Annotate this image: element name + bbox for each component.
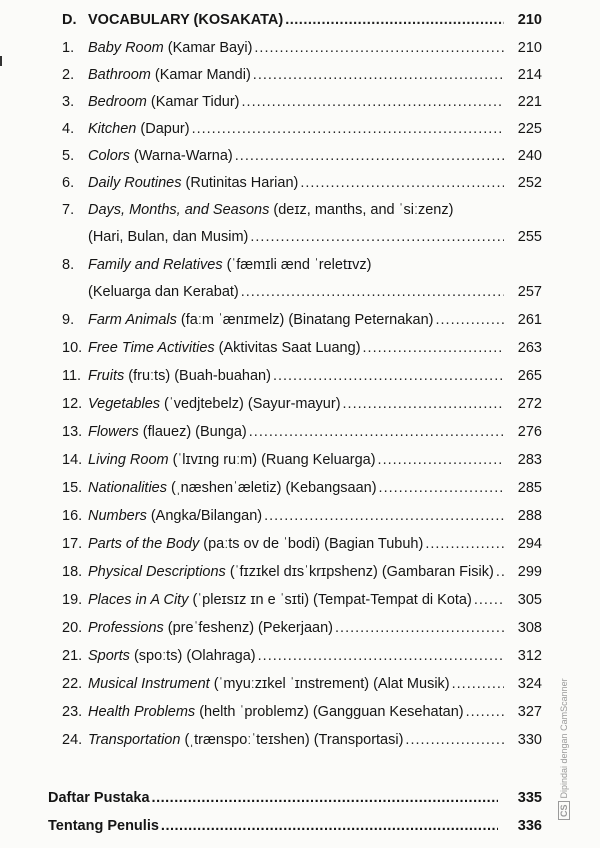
leader-dots xyxy=(405,732,504,748)
leader-dots xyxy=(474,592,504,608)
leader-dots xyxy=(285,12,504,28)
leader-dots xyxy=(242,94,504,110)
toc-entry xyxy=(62,340,542,364)
entry-title: Places in A City (ˈpleɪsɪz ɪn e ˈsɪti) (Tempat-Tempat di Kota) xyxy=(88,592,472,608)
scanner-watermark xyxy=(558,678,570,820)
entry-number: 6. xyxy=(62,175,75,191)
entry-page: 294 xyxy=(517,536,542,552)
entry-page: 299 xyxy=(517,564,542,580)
toc-entry xyxy=(62,592,542,616)
toc-entry xyxy=(62,704,542,728)
entry-title: Days, Months, and Seasons (deɪz, manths, and ˈsiːzenz) xyxy=(88,202,454,218)
leader-dots xyxy=(335,620,504,636)
toc-entry xyxy=(62,257,542,279)
entry-page: 225 xyxy=(517,121,542,137)
toc-entry-bibliography xyxy=(48,790,542,814)
entry-page: 336 xyxy=(517,818,542,834)
entry-title: Parts of the Body (paːts ov de ˈbodi) (Bagian Tubuh) xyxy=(88,536,424,552)
leader-dots xyxy=(254,40,504,56)
entry-page: 265 xyxy=(517,368,542,384)
entry-page: 261 xyxy=(517,312,542,328)
entry-page: 330 xyxy=(517,732,542,748)
toc-entry xyxy=(62,648,542,672)
entry-title: Kitchen (Dapur) xyxy=(88,121,190,137)
entry-page: 257 xyxy=(517,284,542,300)
entry-title-continued: (Keluarga dan Kerabat) xyxy=(88,284,239,300)
leader-dots xyxy=(452,676,504,692)
entry-page: 252 xyxy=(517,175,542,191)
leader-dots xyxy=(264,508,504,524)
entry-page: 335 xyxy=(517,790,542,806)
toc-entry xyxy=(62,175,542,199)
toc-entry-author xyxy=(48,818,542,842)
toc-entry xyxy=(62,396,542,420)
entry-title: Free Time Activities (Aktivitas Saat Luang) xyxy=(88,340,361,356)
toc-entry xyxy=(62,564,542,588)
entry-page: 255 xyxy=(517,229,542,245)
leader-dots xyxy=(466,704,504,720)
toc-entry xyxy=(62,536,542,560)
entry-title: Family and Relatives (ˈfæmɪli ænd ˈreletɪvz) xyxy=(88,257,372,273)
entry-number: 1. xyxy=(62,40,75,56)
toc-entry xyxy=(62,121,542,145)
entry-page: 240 xyxy=(517,148,542,164)
section-heading xyxy=(62,12,542,36)
watermark-text: Dipindai dengan CamScanner xyxy=(559,678,569,799)
entry-number: 24. xyxy=(62,732,83,748)
entry-page: 308 xyxy=(517,620,542,636)
entry-title: Numbers (Angka/Bilangan) xyxy=(88,508,263,524)
leader-dots xyxy=(253,67,504,83)
leader-dots xyxy=(161,818,498,834)
toc-entry-continuation xyxy=(62,229,542,253)
entry-title: Bathroom (Kamar Mandi) xyxy=(88,67,251,83)
entry-page: 272 xyxy=(517,396,542,412)
entry-title: Colors (Warna-Warna) xyxy=(88,148,233,164)
entry-page: 221 xyxy=(517,94,542,110)
entry-title: Sports (spoːts) (Olahraga) xyxy=(88,648,256,664)
entry-page: 288 xyxy=(517,508,542,524)
leader-dots xyxy=(258,648,504,664)
leader-dots xyxy=(436,312,505,328)
entry-number: 18. xyxy=(62,564,83,580)
entry-title: Fruits (fruːts) (Buah-buahan) xyxy=(88,368,271,384)
toc-entry xyxy=(62,508,542,532)
entry-page: 285 xyxy=(517,480,542,496)
entry-number: 22. xyxy=(62,676,83,692)
entry-number: 23. xyxy=(62,704,83,720)
entry-title: Bedroom (Kamar Tidur) xyxy=(88,94,240,110)
entry-number: 8. xyxy=(62,257,75,273)
entry-title: Daily Routines (Rutinitas Harian) xyxy=(88,175,299,191)
entry-page: 276 xyxy=(517,424,542,440)
entry-page: 214 xyxy=(517,67,542,83)
leader-dots xyxy=(425,536,504,552)
leader-dots xyxy=(378,452,504,468)
entry-number: 20. xyxy=(62,620,83,636)
leader-dots xyxy=(152,790,498,806)
toc-entry xyxy=(62,424,542,448)
entry-number: 4. xyxy=(62,121,75,137)
leader-dots xyxy=(363,340,504,356)
toc-entry xyxy=(62,40,542,64)
entry-title: Vegetables (ˈvedjtebelz) (Sayur-mayur) xyxy=(88,396,341,412)
entry-number: 14. xyxy=(62,452,83,468)
toc-entry xyxy=(62,620,542,644)
entry-number: 16. xyxy=(62,508,83,524)
section-page: 210 xyxy=(517,12,542,28)
entry-title: Daftar Pustaka xyxy=(48,790,150,806)
toc-entry xyxy=(62,202,542,224)
entry-number: 5. xyxy=(62,148,75,164)
toc-entry xyxy=(62,452,542,476)
entry-number: 11. xyxy=(62,368,82,384)
entry-title: Transportation (ˌtrænspoːˈteɪshen) (Transportasi) xyxy=(88,732,404,748)
entry-number: 13. xyxy=(62,424,83,440)
entry-title: Baby Room (Kamar Bayi) xyxy=(88,40,253,56)
entry-page: 312 xyxy=(517,648,542,664)
toc-entry xyxy=(62,480,542,504)
leader-dots xyxy=(250,229,504,245)
entry-number: 17. xyxy=(62,536,83,552)
entry-title: Farm Animals (faːm ˈænɪmelz) (Binatang Peternakan) xyxy=(88,312,434,328)
entry-number: 10. xyxy=(62,340,83,356)
toc-entry xyxy=(62,312,542,336)
toc-entry xyxy=(62,368,542,392)
entry-page: 327 xyxy=(517,704,542,720)
toc-entry xyxy=(62,676,542,700)
entry-number: 2. xyxy=(62,67,75,83)
entry-title: Physical Descriptions (ˈfɪzɪkel dɪsˈkrɪpshenz) (Gambaran Fisik) xyxy=(88,564,494,580)
entry-number: 15. xyxy=(62,480,83,496)
entry-page: 263 xyxy=(517,340,542,356)
entry-title: Nationalities (ˌnæshenˈæletiz) (Kebangsaan) xyxy=(88,480,377,496)
section-letter: D. xyxy=(62,12,77,28)
page-edge-mark xyxy=(0,56,2,66)
leader-dots xyxy=(496,564,504,580)
leader-dots xyxy=(343,396,504,412)
entry-title-continued: (Hari, Bulan, dan Musim) xyxy=(88,229,249,245)
leader-dots xyxy=(379,480,504,496)
leader-dots xyxy=(235,148,504,164)
toc-entry xyxy=(62,94,542,118)
entry-title: Musical Instrument (ˈmyuːzɪkel ˈɪnstrement) (Alat Musik) xyxy=(88,676,450,692)
entry-title: Tentang Penulis xyxy=(48,818,159,834)
toc-entry xyxy=(62,732,542,756)
entry-number: 9. xyxy=(62,312,75,328)
section-title: VOCABULARY (KOSAKATA) xyxy=(88,12,284,28)
entry-page: 305 xyxy=(517,592,542,608)
toc-entry xyxy=(62,67,542,91)
entry-title: Professions (preˈfeshenz) (Pekerjaan) xyxy=(88,620,334,636)
entry-title: Health Problems (helth ˈproblemz) (Gangguan Kesehatan) xyxy=(88,704,464,720)
entry-title: Flowers (flauez) (Bunga) xyxy=(88,424,247,440)
toc-entry xyxy=(62,148,542,172)
entry-number: 3. xyxy=(62,94,75,110)
leader-dots xyxy=(249,424,504,440)
camscanner-logo-icon: CS xyxy=(558,801,570,820)
leader-dots xyxy=(192,121,504,137)
entry-number: 12. xyxy=(62,396,83,412)
entry-number: 7. xyxy=(62,202,75,218)
entry-page: 283 xyxy=(517,452,542,468)
entry-number: 19. xyxy=(62,592,83,608)
entry-page: 210 xyxy=(517,40,542,56)
entry-title: Living Room (ˈlɪvɪng ruːm) (Ruang Keluarga) xyxy=(88,452,376,468)
leader-dots xyxy=(300,175,504,191)
leader-dots xyxy=(241,284,504,300)
entry-number: 21. xyxy=(62,648,83,664)
leader-dots xyxy=(273,368,504,384)
toc-entry-continuation xyxy=(62,284,542,308)
entry-page: 324 xyxy=(517,676,542,692)
